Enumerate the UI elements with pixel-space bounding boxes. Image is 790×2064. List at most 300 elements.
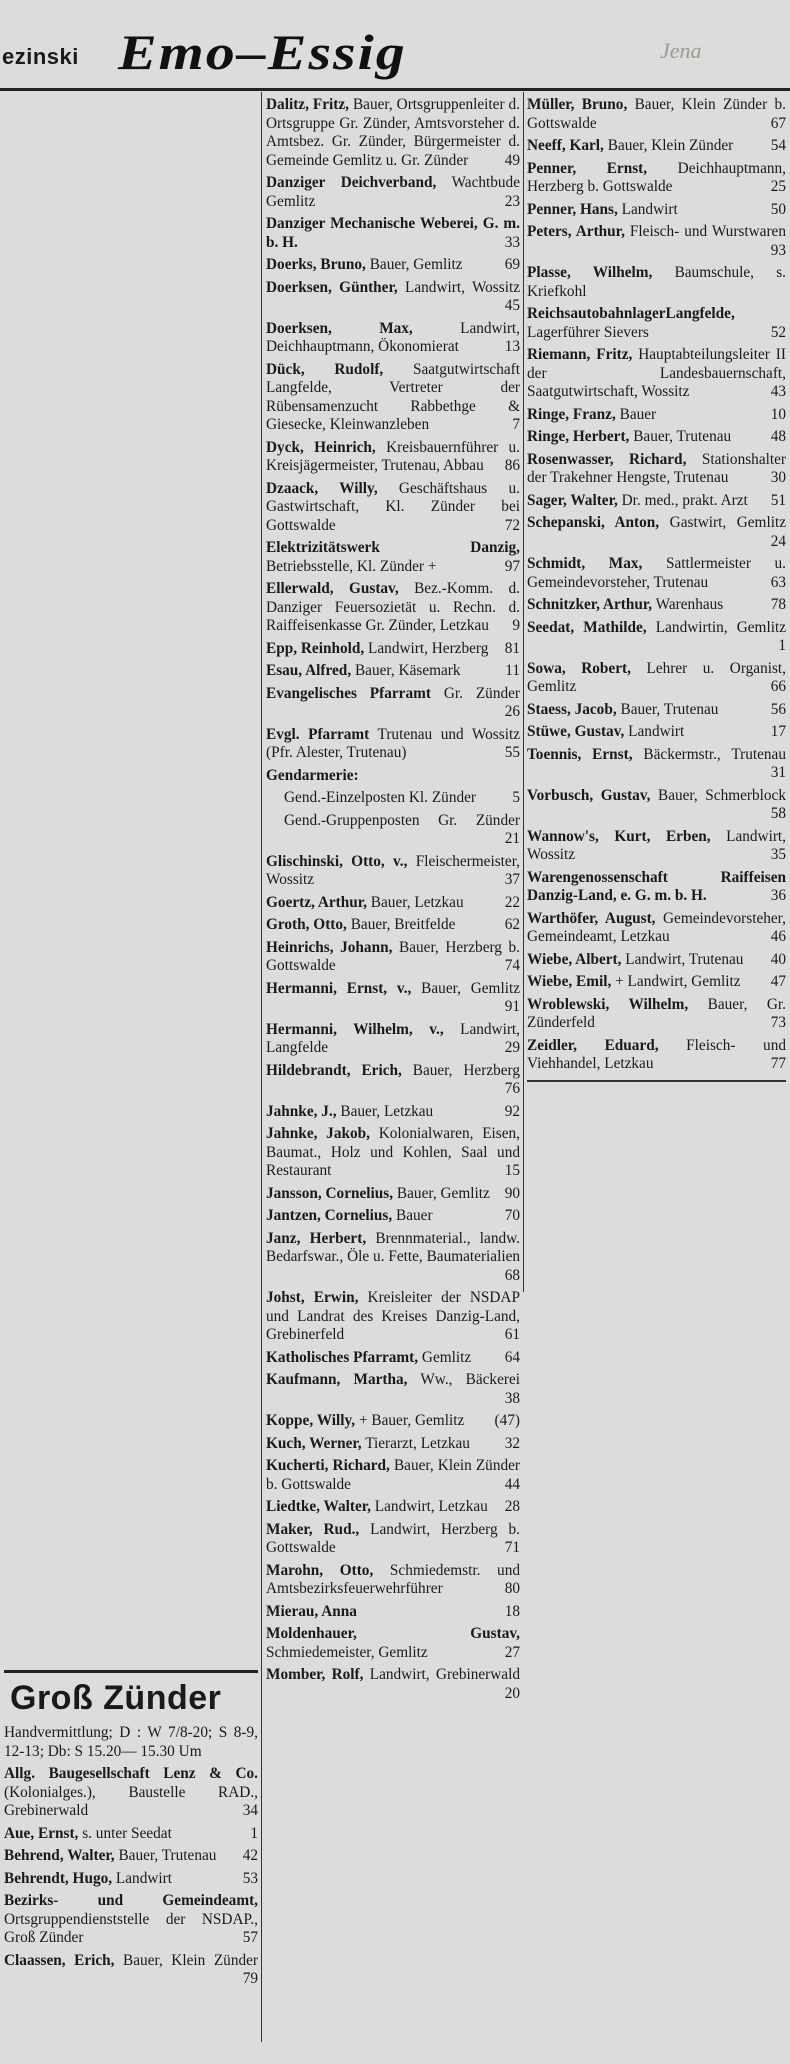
entry-name: Koppe, Willy,	[266, 1412, 356, 1429]
entry-name: Danziger Deichverband,	[266, 174, 437, 191]
entry-details: Bäckermstr., Trutenau	[643, 745, 786, 763]
entry-name: Toennis, Ernst,	[527, 745, 633, 763]
directory-entry	[266, 916, 520, 935]
directory-entry	[266, 789, 520, 808]
entry-phone-number: 13	[501, 338, 520, 357]
entry-name: Johst, Erwin,	[266, 1289, 359, 1306]
directory-entry	[527, 1037, 786, 1074]
entry-details: Bauer, Gemlitz	[396, 1184, 490, 1202]
entry-details: Fleischermeister, Wossitz	[266, 852, 520, 888]
entry-name: Jahnke, Jakob,	[266, 1125, 370, 1142]
entry-details: Fleisch- und Viehhandel, Letzkau	[527, 1036, 786, 1072]
entry-name: Jahnke, J.,	[266, 1102, 337, 1120]
entry-details: Lehrer u. Organist, Gemlitz	[527, 659, 787, 695]
directory-entry	[527, 201, 786, 220]
entry-name: Kucherti, Richard,	[266, 1457, 390, 1474]
entry-phone-number: 45	[501, 297, 520, 316]
directory-entry	[266, 1371, 520, 1408]
section-rule	[4, 1670, 258, 1673]
entry-name: Kuch, Werner,	[266, 1434, 362, 1452]
entry-details: Bauer, Trutenau	[633, 428, 732, 445]
entry-details: Bauer, Breitfelde	[350, 916, 456, 933]
directory-entry	[527, 996, 786, 1033]
entry-phone-number: 50	[767, 201, 786, 220]
directory-entry	[527, 619, 786, 656]
entry-details: Hauptabteilungsleiter II der Landesbauernschaft, Saatgutwirtschaft, Wossitz	[527, 346, 786, 400]
entry-name: Schmidt, Max,	[527, 555, 643, 572]
entry-phone-number: 26	[501, 703, 520, 722]
entry-details: Landwirt, Wossitz	[405, 278, 521, 296]
entry-phone-number: 36	[767, 887, 786, 906]
directory-entry	[266, 853, 520, 890]
entry-phone-number: 66	[767, 678, 786, 697]
entry-details: Landwirt	[621, 200, 678, 218]
entry-phone-number: 48	[767, 428, 786, 447]
entry-details: Landwirt, Deichhauptmann, Ökonomierat	[266, 319, 520, 355]
directory-entry	[527, 973, 786, 992]
entry-details	[302, 234, 332, 251]
entry-phone-number: 76	[501, 1080, 520, 1099]
column-divider-2	[523, 92, 524, 1292]
entry-name: Elektrizitätswerk Danzig,	[266, 539, 520, 556]
entry-phone-number: 92	[501, 1103, 520, 1122]
directory-entry	[266, 439, 520, 476]
directory-entry	[266, 1207, 520, 1226]
directory-entry	[266, 480, 520, 536]
entry-phone-number: 72	[501, 517, 520, 536]
entry-details: Bauer, Käsemark	[354, 662, 461, 679]
entry-name: Schnitzker, Arthur,	[527, 596, 653, 613]
entry-details: Bauer, Letzkau	[370, 893, 464, 911]
entry-details: Bauer, Gemlitz	[369, 256, 463, 273]
header-stamp: Jena	[660, 38, 702, 63]
entry-details: Landwirt	[115, 1869, 172, 1887]
directory-entry	[527, 406, 786, 425]
header-rule	[0, 88, 790, 91]
entry-name: Hermanni, Ernst, v.,	[266, 979, 412, 997]
entry-phone-number: 64	[501, 1349, 520, 1368]
column-2	[266, 96, 520, 1707]
directory-entry	[527, 492, 786, 511]
entry-name: Maker, Rud.,	[266, 1520, 360, 1538]
entry-phone-number: 24	[767, 533, 786, 552]
directory-entry	[266, 812, 520, 849]
entry-details: Trutenau und Wossitz (Pfr. Alester, Trutenau)	[266, 725, 520, 761]
directory-entry	[527, 910, 786, 947]
directory-entry	[266, 1021, 520, 1058]
entry-details	[361, 1603, 391, 1620]
directory-entry	[266, 1435, 520, 1454]
entry-details: Bauer, Gr. Zünderfeld	[527, 995, 786, 1031]
entry-details: Bauer	[619, 405, 657, 423]
entry-details: Bauer, Letzkau	[340, 1102, 434, 1120]
entry-details: Landwirt, Herzberg	[368, 639, 489, 657]
entry-details: Gastwirt, Gemlitz	[669, 514, 786, 531]
entry-details: Gemeindevorsteher, Gemeindeamt, Letzkau	[527, 909, 786, 945]
directory-entry	[266, 279, 520, 316]
entry-name: Sager, Walter,	[527, 491, 618, 509]
entry-name: Doerksen, Max,	[266, 319, 413, 337]
entry-phone-number: 61	[501, 1326, 520, 1345]
directory-entry	[266, 939, 520, 976]
directory-entry	[527, 160, 786, 197]
directory-entry	[4, 1870, 258, 1889]
directory-entry	[4, 1825, 258, 1844]
directory-entry	[266, 539, 520, 576]
entry-name: Janz, Herbert,	[266, 1229, 367, 1247]
directory-entry	[266, 980, 520, 1017]
entry-name: Warengenossenschaft Raiffeisen Danzig-Land, e. G. m. b. H.	[527, 868, 786, 904]
entry-details: Landwirt, Grebinerwald	[369, 1666, 520, 1683]
directory-entry	[266, 1230, 520, 1286]
entry-name: Gendarmerie:	[266, 766, 359, 784]
directory-entry	[527, 514, 786, 551]
entry-phone-number: 42	[239, 1847, 258, 1866]
entry-details: Ww., Bäckerei	[420, 1371, 520, 1388]
city-heading: Groß Zünder	[10, 1679, 222, 1717]
directory-entry	[266, 1185, 520, 1204]
directory-entry	[4, 1765, 258, 1821]
directory-entry	[266, 361, 520, 435]
entry-name: Ellerwald, Gustav,	[266, 580, 399, 597]
entry-name: ReichsautobahnlagerLangfelde,	[527, 305, 735, 322]
entry-phone-number: 70	[501, 1207, 520, 1226]
entry-name: Aue, Ernst,	[4, 1824, 79, 1842]
entry-details: Bauer, Trutenau	[620, 700, 719, 718]
entry-phone-number: 11	[501, 662, 520, 681]
entry-details: Bauer, Klein Zünder	[607, 137, 734, 154]
entry-details: Gemlitz	[421, 1348, 472, 1366]
directory-entry	[527, 723, 786, 742]
directory-entry	[266, 1125, 520, 1181]
entry-name: Wannow's, Kurt, Erben,	[527, 827, 711, 845]
entry-details: Bauer, Ortsgruppenleiter d. Ortsgruppe Gr. Zünder, Amtsvorsteher d. Amtsbez. Gr. Zünder, Bürgermeister d. Gemeinde Gemlitz u. Gr. Zünder	[266, 96, 520, 169]
entry-details: Kreisbauernführer u. Kreisjägermeister, Trutenau, Abbau	[266, 438, 520, 474]
directory-entry	[266, 96, 520, 170]
entry-name: Dück, Rudolf,	[266, 360, 384, 378]
entry-name: Bezirks- und Gemeindeamt,	[4, 1892, 258, 1909]
header-left-label: ezinski	[2, 44, 79, 69]
entry-details: Landwirt	[628, 723, 685, 740]
entry-phone-number: 18	[501, 1603, 520, 1622]
entry-name: Esau, Alfred,	[266, 662, 352, 679]
directory-entry	[266, 174, 520, 211]
entry-name: Penner, Hans,	[527, 200, 618, 218]
directory-entry	[527, 305, 786, 342]
directory-entry	[4, 1847, 258, 1866]
entry-phone-number: 35	[767, 846, 786, 865]
directory-entry	[266, 580, 520, 636]
entry-phone-number: 5	[508, 789, 520, 808]
entry-name: Dyck, Heinrich,	[266, 438, 376, 456]
directory-entry	[527, 96, 786, 133]
entry-name: Sowa, Robert,	[527, 659, 631, 677]
directory-entry	[527, 951, 786, 970]
entry-phone-number: 71	[501, 1539, 520, 1558]
directory-entry	[266, 1289, 520, 1345]
entry-details: Schmiedemeister, Gemlitz	[266, 1643, 428, 1661]
entry-details: Stationshalter der Trakehner Hengste, Trutenau	[527, 450, 786, 486]
directory-entry	[527, 660, 786, 697]
directory-entry	[527, 869, 786, 906]
entry-details: Dr. med., prakt. Arzt	[621, 491, 748, 509]
entry-name: Schepanski, Anton,	[527, 514, 660, 531]
entry-details: Landwirtin, Gemlitz	[655, 618, 786, 636]
entry-details: Bauer, Trutenau	[118, 1847, 217, 1864]
entry-details: + Landwirt, Gemlitz	[615, 973, 741, 990]
entry-phone-number: 93	[767, 242, 786, 261]
entry-details: Landwirt, Langfelde	[266, 1020, 521, 1056]
entry-phone-number: 63	[767, 574, 786, 593]
entry-details: Bauer, Herzberg b. Gottswalde	[266, 938, 520, 974]
entry-phone-number: 15	[501, 1162, 520, 1181]
entry-details: Baumschule, s. Kriefkohl	[527, 264, 786, 300]
entry-details: Bez.-Komm. d. Danziger Feuersozietät u. Rechn. d. Raiffeisenkasse Gr. Zünder, Letzkau	[266, 580, 520, 634]
column-end-rule	[527, 1080, 786, 1082]
entry-details: s. unter Seedat	[82, 1824, 172, 1842]
entry-phone-number: 86	[501, 457, 520, 476]
entry-name: Hildebrandt, Erich,	[266, 1061, 402, 1079]
entry-phone-number: 21	[501, 830, 520, 849]
directory-entry	[527, 428, 786, 447]
entry-name: Seedat, Mathilde,	[527, 618, 647, 636]
entry-phone-number: 22	[501, 894, 520, 913]
column-3-list	[527, 96, 786, 1074]
entry-phone-number: 1	[774, 637, 786, 656]
entry-phone-number: 53	[239, 1870, 258, 1889]
entry-name: Epp, Reinhold,	[266, 639, 365, 657]
entry-phone-number: 30	[767, 469, 786, 488]
entry-name: Evangelisches Pfarramt	[266, 684, 431, 702]
entry-name: Warthöfer, August,	[527, 909, 656, 927]
entry-phone-number: 78	[767, 596, 786, 615]
entry-details: Landwirt, Wossitz	[527, 827, 786, 863]
entry-phone-number: 69	[501, 256, 520, 275]
directory-entry	[266, 320, 520, 357]
entry-name: Allg. Baugesellschaft Lenz & Co.	[4, 1765, 258, 1782]
entry-name: Wroblewski, Wilhelm,	[527, 995, 689, 1013]
column-1	[4, 1668, 258, 1993]
directory-entry	[266, 640, 520, 659]
entry-details: Ortsgruppendienststelle der NSDAP., Groß Zünder	[4, 1910, 258, 1946]
entry-phone-number: 33	[501, 234, 520, 253]
directory-entry	[527, 451, 786, 488]
entry-phone-number: 77	[767, 1055, 786, 1074]
entry-details: + Bauer, Gemlitz	[358, 1412, 465, 1429]
entry-phone-number: 1	[246, 1825, 258, 1844]
entry-phone-number: 44	[501, 1476, 520, 1495]
directory-entry	[527, 701, 786, 720]
entry-details: Bauer, Schmerblock	[658, 786, 786, 804]
entry-name: Katholisches Pfarramt,	[266, 1348, 419, 1366]
entry-name: Marohn, Otto,	[266, 1561, 374, 1579]
entry-details: Gr. Zünder	[443, 684, 521, 702]
entry-name: Glischinski, Otto, v.,	[266, 852, 408, 870]
directory-entry	[527, 555, 786, 592]
entry-name: Staess, Jacob,	[527, 700, 617, 718]
entry-name: Rosenwasser, Richard,	[527, 450, 687, 468]
entry-details: Landwirt, Letzkau	[374, 1498, 488, 1515]
entry-phone-number: 31	[767, 764, 786, 783]
entry-phone-number: 68	[501, 1267, 520, 1286]
entry-phone-number: 43	[767, 383, 786, 402]
entry-phone-number: 38	[501, 1390, 520, 1409]
entry-name: Stüwe, Gustav,	[527, 723, 625, 740]
entry-name: Riemann, Fritz,	[527, 346, 633, 363]
directory-entry	[266, 1521, 520, 1558]
entry-phone-number: 90	[501, 1185, 520, 1204]
directory-entry	[527, 746, 786, 783]
entry-details: Bauer, Herzberg	[412, 1061, 521, 1079]
entry-details: Landwirt, Trutenau	[625, 950, 744, 968]
directory-entry	[527, 264, 786, 301]
entry-name: Müller, Bruno,	[527, 96, 628, 113]
directory-entry	[266, 894, 520, 913]
entry-phone-number: (47)	[491, 1412, 521, 1431]
entry-name: Hermanni, Wilhelm, v.,	[266, 1020, 444, 1038]
entry-name: Jantzen, Cornelius,	[266, 1207, 393, 1224]
entry-phone-number: 67	[767, 115, 786, 134]
directory-entry	[527, 137, 786, 156]
entry-name: Dalitz, Fritz,	[266, 96, 349, 113]
directory-entry	[266, 726, 520, 763]
directory-entry	[266, 1349, 520, 1368]
directory-entry	[527, 596, 786, 615]
entry-name: Dzaack, Willy,	[266, 479, 378, 497]
directory-entry	[527, 223, 786, 260]
entry-details: Bauer, Gemlitz	[421, 979, 520, 997]
directory-entry	[527, 787, 786, 824]
entry-name: Kaufmann, Martha,	[266, 1371, 408, 1388]
directory-entry	[266, 1603, 520, 1622]
directory-entry	[266, 1666, 520, 1703]
column-divider-1	[261, 92, 262, 2042]
directory-entry	[266, 1562, 520, 1599]
entry-phone-number: 52	[767, 324, 786, 343]
entry-details: Brennmaterial., landw. Bedarfswar., Öle u. Fette, Baumaterialien	[266, 1229, 521, 1265]
entry-name: Jansson, Cornelius,	[266, 1184, 394, 1202]
entry-phone-number: 46	[767, 928, 786, 947]
entry-phone-number: 80	[501, 1580, 520, 1599]
directory-entry	[266, 1498, 520, 1517]
entry-details: Saatgutwirtschaft Langfelde, Vertreter der Rübensamenzucht Rabbethge & Giesecke, Kleinwanzleben	[266, 360, 520, 433]
entry-details: Landwirt, Herzberg b. Gottswalde	[266, 1520, 520, 1556]
directory-entry	[4, 1952, 258, 1989]
entry-name: Wiebe, Emil,	[527, 973, 612, 990]
entry-name: Danziger Mechanische Weberei, G. m. b. H.	[266, 215, 520, 251]
entry-details: Gend.-Einzelposten Kl. Zünder	[284, 789, 477, 806]
directory-entry	[266, 1103, 520, 1122]
entry-phone-number: 97	[501, 558, 520, 577]
entry-name: Heinrichs, Johann,	[266, 938, 393, 956]
directory-entry	[266, 215, 520, 252]
entry-details: Schmiedemstr. und Amtsbezirksfeuerwehrführer	[266, 1561, 520, 1597]
entry-details: Warenhaus	[655, 596, 724, 613]
entry-details: Lagerführer Sievers	[527, 323, 649, 341]
entry-name: Zeidler, Eduard,	[527, 1036, 659, 1054]
directory-entry	[266, 1457, 520, 1494]
entry-phone-number: 25	[767, 178, 786, 197]
entry-phone-number: 20	[501, 1685, 520, 1704]
entry-phone-number: 91	[501, 998, 520, 1017]
directory-entry	[266, 685, 520, 722]
entry-phone-number: 51	[767, 492, 786, 511]
entry-phone-number: 32	[501, 1435, 520, 1454]
entry-phone-number: 27	[501, 1644, 520, 1663]
entry-details: Betriebsstelle, Kl. Zünder +	[266, 557, 437, 575]
entry-name: Vorbusch, Gustav,	[527, 786, 651, 804]
entry-details: Deichhauptmann, Herzberg b. Gottswalde	[527, 159, 786, 195]
column-3	[527, 96, 786, 1082]
directory-entry	[266, 1062, 520, 1099]
entry-phone-number: 55	[501, 744, 520, 763]
entry-details: Kolonialwaren, Eisen, Baumat., Holz und Kohlen, Saal und Restaurant	[266, 1125, 520, 1179]
entry-phone-number: 28	[501, 1498, 520, 1517]
column-1-list	[4, 1724, 258, 1989]
entry-name: Doerks, Bruno,	[266, 256, 366, 273]
entry-phone-number: 17	[767, 723, 786, 742]
directory-entry	[266, 767, 520, 786]
entry-name: Moldenhauer, Gustav,	[266, 1625, 520, 1642]
entry-name: Liedtke, Walter,	[266, 1498, 371, 1515]
entry-name: Mierau, Anna	[266, 1602, 357, 1620]
entry-details: Geschäftshaus u. Gastwirtschaft, Kl. Zünder bei Gottswalde	[266, 479, 520, 534]
entry-details: Sattlermeister u. Gemeindevorsteher, Trutenau	[527, 555, 786, 591]
entry-phone-number: 73	[767, 1014, 786, 1033]
entry-name: Wiebe, Albert,	[527, 950, 622, 968]
entry-phone-number: 81	[501, 640, 520, 659]
entry-phone-number: 34	[239, 1802, 258, 1821]
directory-entry	[266, 662, 520, 681]
entry-phone-number: 79	[239, 1970, 258, 1989]
entry-phone-number: 62	[501, 916, 520, 935]
entry-name: Behrend, Walter,	[4, 1847, 115, 1864]
entry-details: Bauer	[396, 1207, 433, 1224]
entry-details: (Kolonialges.), Baustelle RAD., Grebinerwald	[4, 1783, 258, 1819]
entry-name: Plasse, Wilhelm,	[527, 264, 653, 281]
directory-entry	[266, 1625, 520, 1662]
entry-details: Handvermittlung; D : W 7/8-20; S 8-9, 12-13; Db: S 15.20— 15.30 Um	[4, 1724, 258, 1760]
entry-phone-number: 10	[767, 406, 786, 425]
directory-entry	[527, 346, 786, 402]
directory-entry	[266, 256, 520, 275]
entry-name: Evgl. Pfarramt	[266, 725, 370, 743]
entry-details: Kreisleiter der NSDAP und Landrat des Kreises Danzig-Land, Grebinerfeld	[266, 1289, 520, 1343]
entry-name: Ringe, Franz,	[527, 405, 616, 423]
entry-details: Bauer, Klein Zünder b. Gottswalde	[527, 96, 786, 132]
directory-entry	[266, 1412, 520, 1431]
entry-phone-number: 58	[767, 805, 786, 824]
header-logo: Emo–Essig	[118, 24, 407, 81]
entry-details: Wachtbude Gemlitz	[266, 174, 520, 210]
entry-phone-number: 56	[767, 701, 786, 720]
entry-phone-number: 23	[501, 193, 520, 212]
entry-name: Neeff, Karl,	[527, 137, 604, 154]
entry-details: Bauer, Klein Zünder	[123, 1951, 258, 1969]
entry-phone-number: 37	[501, 871, 520, 890]
entry-name: Momber, Rolf,	[266, 1666, 364, 1683]
entry-phone-number: 47	[767, 973, 786, 992]
entry-details	[362, 767, 392, 784]
entry-phone-number: 9	[508, 617, 520, 636]
directory-entry	[4, 1892, 258, 1948]
entry-phone-number: 74	[501, 957, 520, 976]
directory-entry	[4, 1724, 258, 1761]
entry-name: Ringe, Herbert,	[527, 428, 630, 445]
entry-name: Claassen, Erich,	[4, 1951, 115, 1969]
entry-name: Goertz, Arthur,	[266, 893, 367, 911]
entry-details: Gend.-Gruppenposten Gr. Zünder	[284, 811, 520, 829]
